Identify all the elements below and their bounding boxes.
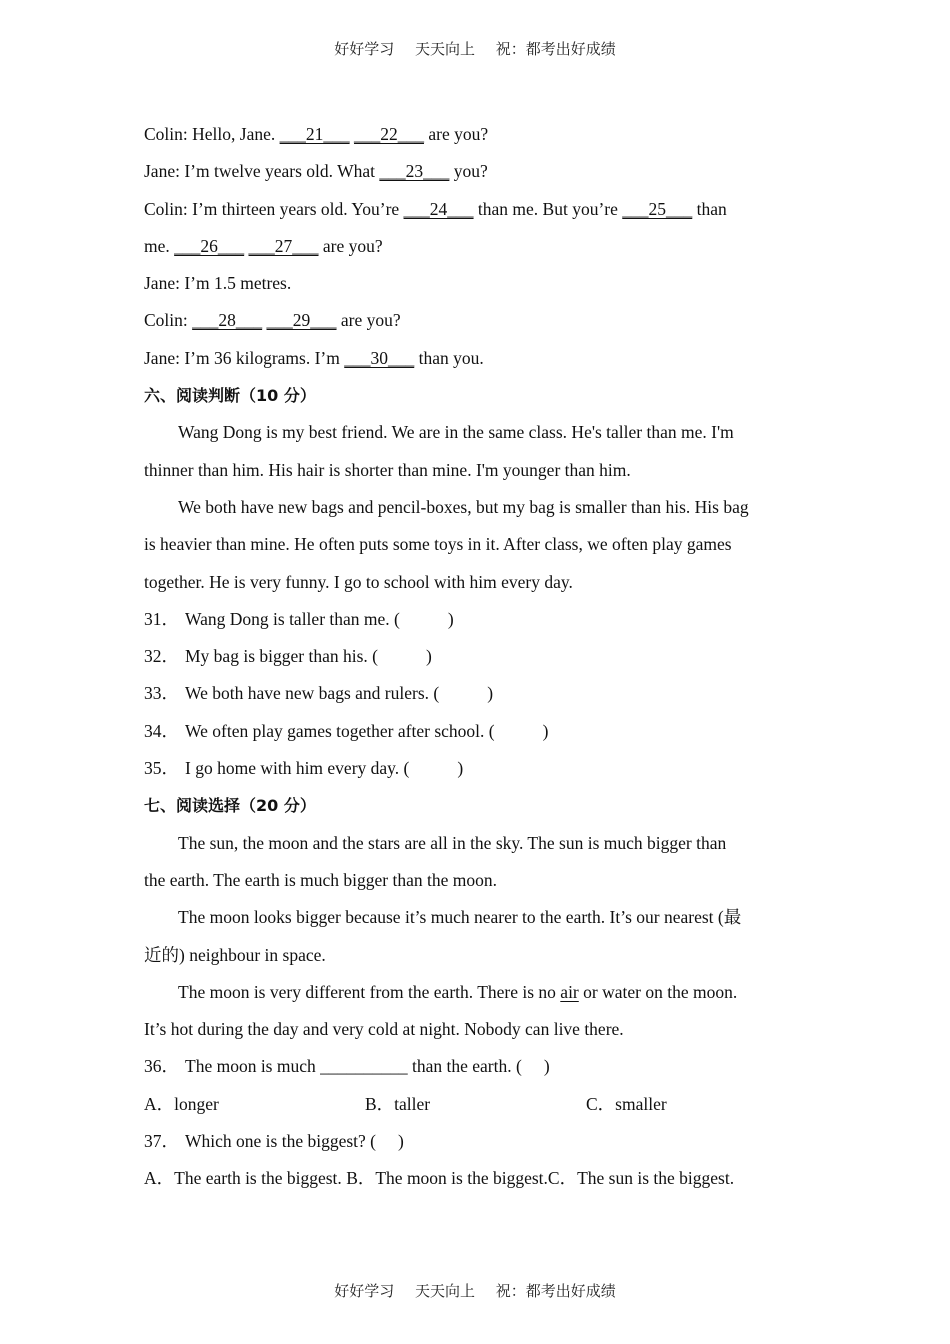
- question-36: 36． The moon is much __________ than the earth. ( ): [144, 1056, 550, 1077]
- passage-6-p2-line-1: We both have new bags and pencil-boxes, but my bag is smaller than his. His bag: [178, 496, 749, 517]
- question-32: 32． My bag is bigger than his. ( ): [144, 646, 432, 667]
- option-b: B．The moon is the biggest.: [346, 1168, 548, 1189]
- question-37: 37． Which one is the biggest? ( ): [144, 1131, 404, 1152]
- worksheet-content: [144, 116, 814, 1198]
- header-motto-3: 祝：都考出好成绩: [495, 40, 616, 58]
- question-34: 34． We often play games together after school. ( ): [144, 720, 549, 741]
- blank-27: ___27___: [248, 235, 319, 256]
- option-c: C．The sun is the biggest.: [547, 1168, 735, 1189]
- passage-6-p2-line-2: is heavier than mine. He often puts some toys in it. After class, we often play games: [144, 534, 732, 555]
- answer-blank: __________: [320, 1056, 408, 1077]
- blank-22: ___22___: [353, 124, 424, 144]
- dialogue-line-2: Jane: I’m twelve years old. What ___23___ you?: [144, 161, 488, 182]
- question-31: 31． Wang Dong is taller than me. ( ): [144, 608, 454, 629]
- section-6-title: 六、阅读判断（10 分）: [144, 386, 316, 406]
- passage-7-p3-line-2: It’s hot during the day and very cold at night. Nobody can live there.: [144, 1019, 624, 1040]
- page-header: [0, 38, 950, 59]
- passage-6-p1-line-2: thinner than him. His hair is shorter than mine. I'm younger than him.: [144, 459, 631, 480]
- dialogue-line-1: Colin: Hello, Jane. ___21___ ___22___ are you?: [144, 124, 489, 144]
- blank-21: ___21___: [279, 124, 350, 144]
- blank-30: ___30___: [344, 347, 415, 368]
- blank-23: ___23___: [379, 161, 450, 182]
- passage-7-p2-line-1: The moon looks bigger because it’s much nearer to the earth. It’s our nearest (最: [178, 907, 742, 928]
- passage-6-p2-line-3: together. He is very funny. I go to school with him every day.: [144, 571, 573, 592]
- blank-29: ___29___: [266, 310, 337, 331]
- passage-7-p2-line-2: 近的) neighbour in space.: [144, 944, 326, 965]
- question-36-options: [144, 1086, 814, 1123]
- option-c: C．smaller: [586, 1093, 667, 1114]
- dialogue-line-3: Colin: I’m thirteen years old. You’re ___24___ than me. But you’re ___25___ than: [144, 198, 727, 219]
- passage-7-p1-line-2: the earth. The earth is much bigger than the moon.: [144, 869, 497, 890]
- dialogue-line-6: Colin: ___28___ ___29___ are you?: [144, 310, 401, 331]
- blank-24: ___24___: [403, 198, 474, 219]
- option-b: B．taller: [365, 1093, 431, 1114]
- footer-motto-3: 祝：都考出好成绩: [495, 1282, 616, 1300]
- blank-25: ___25___: [622, 198, 693, 219]
- section-7-title: 七、阅读选择（20 分）: [144, 796, 316, 816]
- dialogue-line-5: Jane: I’m 1.5 metres.: [144, 273, 292, 294]
- page-footer: [0, 1280, 950, 1301]
- question-33: 33． We both have new bags and rulers. ( ): [144, 683, 494, 704]
- dialogue-line-7: Jane: I’m 36 kilograms. I’m ___30___ than you.: [144, 347, 484, 368]
- header-motto-1: 好好学习: [334, 40, 395, 58]
- underlined-word-air: air: [560, 981, 579, 1002]
- passage-6-p1-line-1: Wang Dong is my best friend. We are in the same class. He's taller than me. I'm: [178, 422, 734, 443]
- footer-motto-2: 天天向上: [414, 1282, 475, 1300]
- passage-7-p1-line-1: The sun, the moon and the stars are all in the sky. The sun is much bigger than: [178, 832, 727, 853]
- footer-motto-1: 好好学习: [334, 1282, 395, 1300]
- blank-26: ___26___: [174, 235, 245, 256]
- option-a: A．longer: [144, 1093, 219, 1114]
- blank-28: ___28___: [192, 310, 263, 331]
- question-37-options: [144, 1160, 814, 1197]
- option-a: A．The earth is the biggest.: [144, 1168, 347, 1189]
- question-35: 35． I go home with him every day. ( ): [144, 758, 464, 779]
- dialogue-line-4: me. ___26___ ___27___ are you?: [144, 235, 383, 256]
- passage-7-p3-line-1: The moon is very different from the earth. There is no air or water on the moon.: [178, 981, 738, 1002]
- header-motto-2: 天天向上: [414, 40, 475, 58]
